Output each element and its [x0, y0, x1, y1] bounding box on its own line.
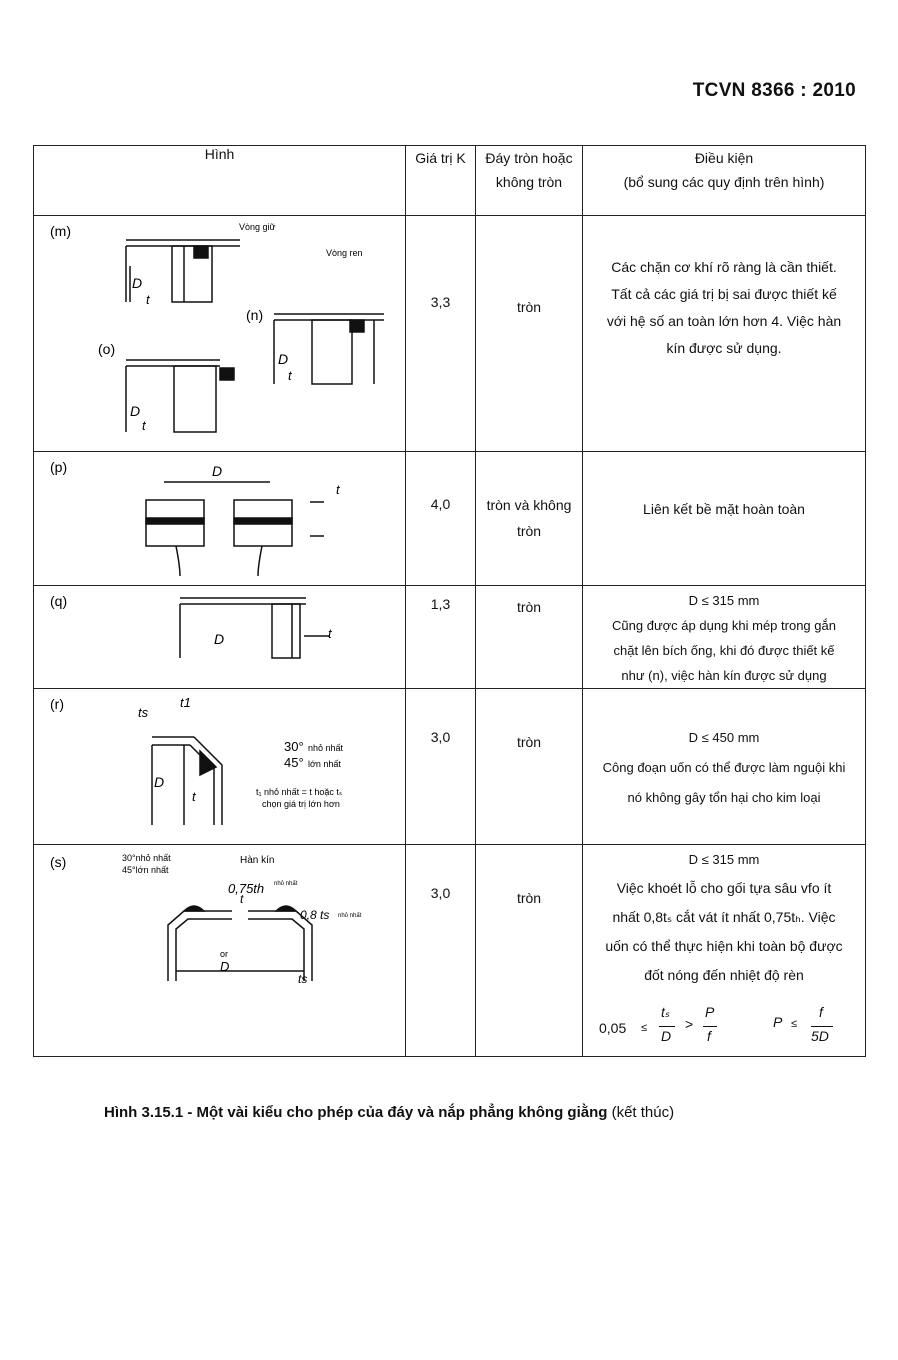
shape-p-line2: tròn [516, 523, 542, 539]
th-s: 0,75th [228, 881, 265, 896]
label-threaded-ring: Vòng ren [326, 248, 363, 258]
header-shape-line1: Đáy tròn hoặc [485, 150, 573, 166]
dim-t1-r: t1 [180, 695, 191, 710]
shape-r-text: tròn [516, 734, 542, 750]
table-row [34, 689, 866, 845]
fig-label-r: (r) [50, 696, 64, 712]
k-value-r-text: 3,0 [430, 729, 451, 745]
shape-s-text: tròn [516, 890, 542, 906]
formula-gt: > [685, 1016, 694, 1032]
header-figure: Hình [34, 146, 406, 216]
fig-label-p: (p) [50, 459, 68, 475]
condition-q-line2: Cũng được áp dụng khi mép trong gắn [612, 618, 836, 633]
formula-le2: ≤ [791, 1018, 798, 1030]
table-row [34, 845, 866, 1057]
table-row [34, 452, 866, 586]
design-table [33, 145, 866, 1057]
condition-s-line2: Việc khoét lỗ cho gối tựa sâu vfo ít [616, 880, 832, 896]
table-row [34, 216, 866, 452]
shape-p-line1: tròn và không [486, 497, 572, 513]
document-code: TCVN 8366 : 2010 [692, 80, 856, 101]
dim-d-p: D [212, 463, 223, 479]
condition-p [583, 452, 866, 586]
ts-note-s: nhỏ nhất [338, 913, 362, 919]
condition-r [583, 689, 866, 845]
condition-m-line1: Các chặn cơ khí rõ ràng là cần thiết. [611, 259, 837, 275]
figure-mno-drawing [34, 216, 406, 452]
fig-label-q: (q) [50, 593, 68, 609]
condition-q-line1: D ≤ 315 mm [688, 593, 760, 608]
formula [583, 1002, 865, 1052]
formula-num2: P [705, 1004, 715, 1020]
dim-t-r: t [192, 789, 196, 804]
sketch-s [168, 906, 312, 981]
condition-s-line5: đốt nóng đến nhiệt độ rèn [644, 967, 804, 983]
formula-den3: 5D [811, 1028, 829, 1044]
formula-den1: D [661, 1028, 672, 1044]
formula-den2: f [707, 1028, 711, 1044]
sketch-m [126, 240, 240, 302]
figure-s-drawing [34, 845, 406, 1057]
condition-q-line4: như (n), việc hàn kín được sử dụng [621, 668, 827, 683]
shape-q-text: tròn [516, 599, 542, 615]
th-note-s: nhỏ nhất [274, 881, 298, 887]
shape-q [476, 586, 583, 689]
or-s: or [220, 949, 229, 959]
figure-cell-m [34, 216, 406, 452]
shape-s [476, 845, 583, 1057]
weld-s: Hàn kín [240, 855, 275, 866]
k-value-r [406, 689, 476, 845]
header-k-value: Giá trị K [406, 146, 476, 216]
dim-t-o: t [142, 418, 146, 433]
condition-r-line3: nó không gây tổn hại cho kim loại [627, 790, 821, 805]
condition-r-line2: Công đoạn uốn có thể được làm nguội khi [602, 760, 846, 775]
k-value-s-text: 3,0 [430, 885, 451, 901]
figure-caption [104, 1104, 674, 1121]
k-value-s [406, 845, 476, 1057]
dim-d-n: D [278, 351, 289, 367]
angle1-s: 30°nhỏ nhất [122, 853, 171, 863]
header-condition-line2: (bổ sung các quy định trên hình) [623, 174, 825, 190]
k-value-m-text: 3,3 [430, 294, 451, 310]
dim-t-m: t [146, 292, 150, 307]
figure-cell-r [34, 689, 406, 845]
figure-cell-q [34, 586, 406, 689]
k-value-q [406, 586, 476, 689]
formula-p: P [773, 1014, 783, 1030]
header-condition [583, 146, 866, 216]
angle-min-note-r: nhỏ nhất [308, 743, 344, 753]
angle-max-note-r: lớn nhất [308, 759, 341, 769]
caption-bold: Hình 3.15.1 - Một vài kiểu cho phép của đáy và nắp phẳng không giằng [104, 1104, 608, 1121]
note2-r: chọn giá trị lớn hơn [262, 799, 340, 809]
angle-max-r: 45° [284, 755, 304, 770]
dim-d-m: D [132, 275, 143, 291]
fig-label-n: (n) [246, 307, 264, 323]
table-row [34, 586, 866, 689]
condition-m-line4: kín được sử dụng. [666, 340, 782, 356]
condition-r-line1: D ≤ 450 mm [688, 730, 760, 745]
sketch-p [146, 482, 324, 576]
formula-left: 0,05 [599, 1020, 627, 1036]
dim-d-r: D [154, 774, 165, 790]
condition-q-line3: chặt lên bích ống, khi đó được thiết kế [613, 643, 835, 658]
fig-label-s: (s) [50, 854, 67, 870]
header-condition-line1: Điều kiện [694, 150, 754, 166]
dim-t-n: t [288, 368, 292, 383]
dim-ts-r: ts [138, 705, 149, 720]
k-value-p [406, 452, 476, 586]
shape-p [476, 452, 583, 586]
condition-s [583, 845, 866, 1057]
label-retaining-ring: Vòng giữ [239, 222, 276, 232]
angle-min-r: 30° [284, 739, 304, 754]
formula-num3: f [819, 1004, 823, 1020]
dim-d-q: D [214, 631, 225, 647]
condition-m-line2: Tất cả các giá trị bị sai được thiết kế [611, 286, 837, 302]
dim-t-q: t [328, 626, 332, 641]
figure-cell-s [34, 845, 406, 1057]
fig-label-o: (o) [98, 341, 116, 357]
header-shape [476, 146, 583, 216]
table-header-row [34, 146, 866, 216]
dim-t-s: t [240, 892, 244, 906]
dim-t-p: t [336, 482, 340, 497]
condition-p-line1: Liên kết bề mặt hoàn toàn [643, 501, 805, 517]
condition-s-line4: uốn có thể thực hiện khi toàn bộ được [605, 938, 843, 954]
k-value-q-text: 1,3 [430, 596, 451, 612]
figure-q-drawing [34, 586, 406, 686]
condition-s-line3: nhất 0,8tₛ cắt vát ít nhất 0,75tₕ. Việc [612, 909, 836, 925]
shape-m [476, 216, 583, 452]
shape-m-text: tròn [516, 299, 542, 315]
shape-r [476, 689, 583, 845]
figure-r-drawing [34, 689, 406, 845]
ts-frac-s: 0,8 ts [300, 908, 330, 922]
k-value-p-text: 4,0 [430, 496, 451, 512]
angle2-s: 45°lớn nhất [122, 865, 169, 875]
condition-m-line3: với hệ số an toàn lớn hơn 4. Việc hàn [606, 313, 842, 329]
dim-d-s: D [220, 959, 230, 974]
header-shape-line2: không tròn [495, 174, 563, 190]
note1-r: t₁ nhỏ nhất = t hoặc tₛ [256, 787, 343, 797]
sketch-q [180, 598, 330, 658]
figure-p-drawing [34, 452, 406, 586]
dim-d-o: D [130, 403, 141, 419]
k-value-m [406, 216, 476, 452]
fig-label-m: (m) [50, 223, 71, 239]
dim-ts-s: ts [298, 972, 308, 986]
figure-cell-p [34, 452, 406, 586]
formula-num1: tₛ [661, 1004, 671, 1020]
condition-m [583, 216, 866, 452]
condition-q [583, 586, 866, 689]
formula-le1: ≤ [641, 1022, 648, 1034]
condition-s-line1: D ≤ 315 mm [688, 852, 760, 867]
caption-normal: (kết thúc) [611, 1104, 675, 1121]
